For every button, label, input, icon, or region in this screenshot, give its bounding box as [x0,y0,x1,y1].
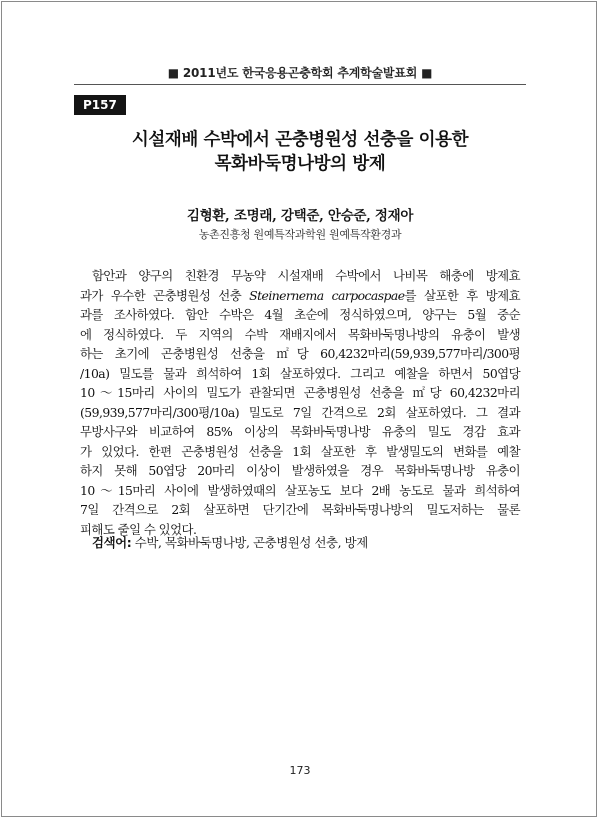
conference-header [0,62,600,81]
paper-code-badge: P157 [74,95,126,115]
abstract-line: 무방사구와 비교하여 85% 이상의 목화바둑명나방 유충의 밀도 경감 효과 [80,424,520,439]
abstract-line: 함안과 양구의 친환경 무농약 시설재배 수박에서 나비목 해충에 방제효 [92,268,520,283]
page-number: 173 [289,764,311,777]
header-divider [74,84,526,85]
paper-title-line: 목화바둑명나방의 방제 [214,154,386,174]
abstract-line: 7일 간격으로 2회 살포하면 단기간에 목화바둑명나방의 밀도저하는 물론 [80,502,520,517]
abstract-line: 10～15마리 사이의 밀도가 관찰되면 곤충병원성 선충을 ㎡당 60,4232마리 [80,385,520,400]
species-name: Steinernema carpocaspae [249,287,405,303]
abstract-line: (59,939,577마리/300평/10a) 밀도로 7일 간격으로 2회 살포하였다. 그 결과 [80,404,520,420]
paper-title-line: 시설재배 수박에서 곤충병원성 선충을 이용한 [131,130,469,150]
abstract-line: 하는 초기에 곤충병원성 선충을 ㎡당 60,4232마리(59,939,577마리/300평 [80,346,520,361]
abstract-line: 과를 조사하였다. 함안 수박은 4월 초순에 정식하였으며, 양구는 5월 중순 [80,307,520,322]
abstract-line: 에 정식하였다. 두 지역의 수박 재배지에서 목화바둑명나방의 유충이 발생 [80,326,520,342]
author-affiliation: 농촌진흥청 원예특작과학원 원예특작환경과 [198,228,402,241]
abstract-line: 가 있었다. 한편 곤충병원성 선충을 1회 살포한 후 발생밀도의 변화를 예찰 [80,443,520,459]
keywords-text: 수박, 목화바둑명나방, 곤충병원성 선충, 방제 [131,535,368,550]
abstract-line: 하지 못해 50엽당 20마리 이상이 발생하였을 경우 목화바둑명나방 유충이 [80,463,520,478]
author-list: 김형환, 조명래, 강택준, 안승준, 정재아 [186,208,414,224]
abstract-line: /10a) 밀도를 물과 희석하여 1회 살포하였다. 그리고 예찰을 하면서 50엽당 [80,365,520,381]
abstract-body [80,266,520,539]
keywords-label: 검색어: [92,535,132,550]
paper-title [60,128,540,176]
abstract-line: 피해도 줄일 수 있었다. [80,521,197,537]
conference-header-text: ■ 2011년도 한국응용곤충학회 추계학술발표회 ■ [167,66,433,80]
abstract-line: 10～15마리 사이에 발생하였때의 살포농도 보다 2배 농도로 물과 희석하여 [80,482,520,498]
abstract-line: 과가 우수한 곤충병원성 선충 Steinernema carpocaspae를 살포한 후 방제효 [80,287,521,303]
keywords [92,533,532,551]
